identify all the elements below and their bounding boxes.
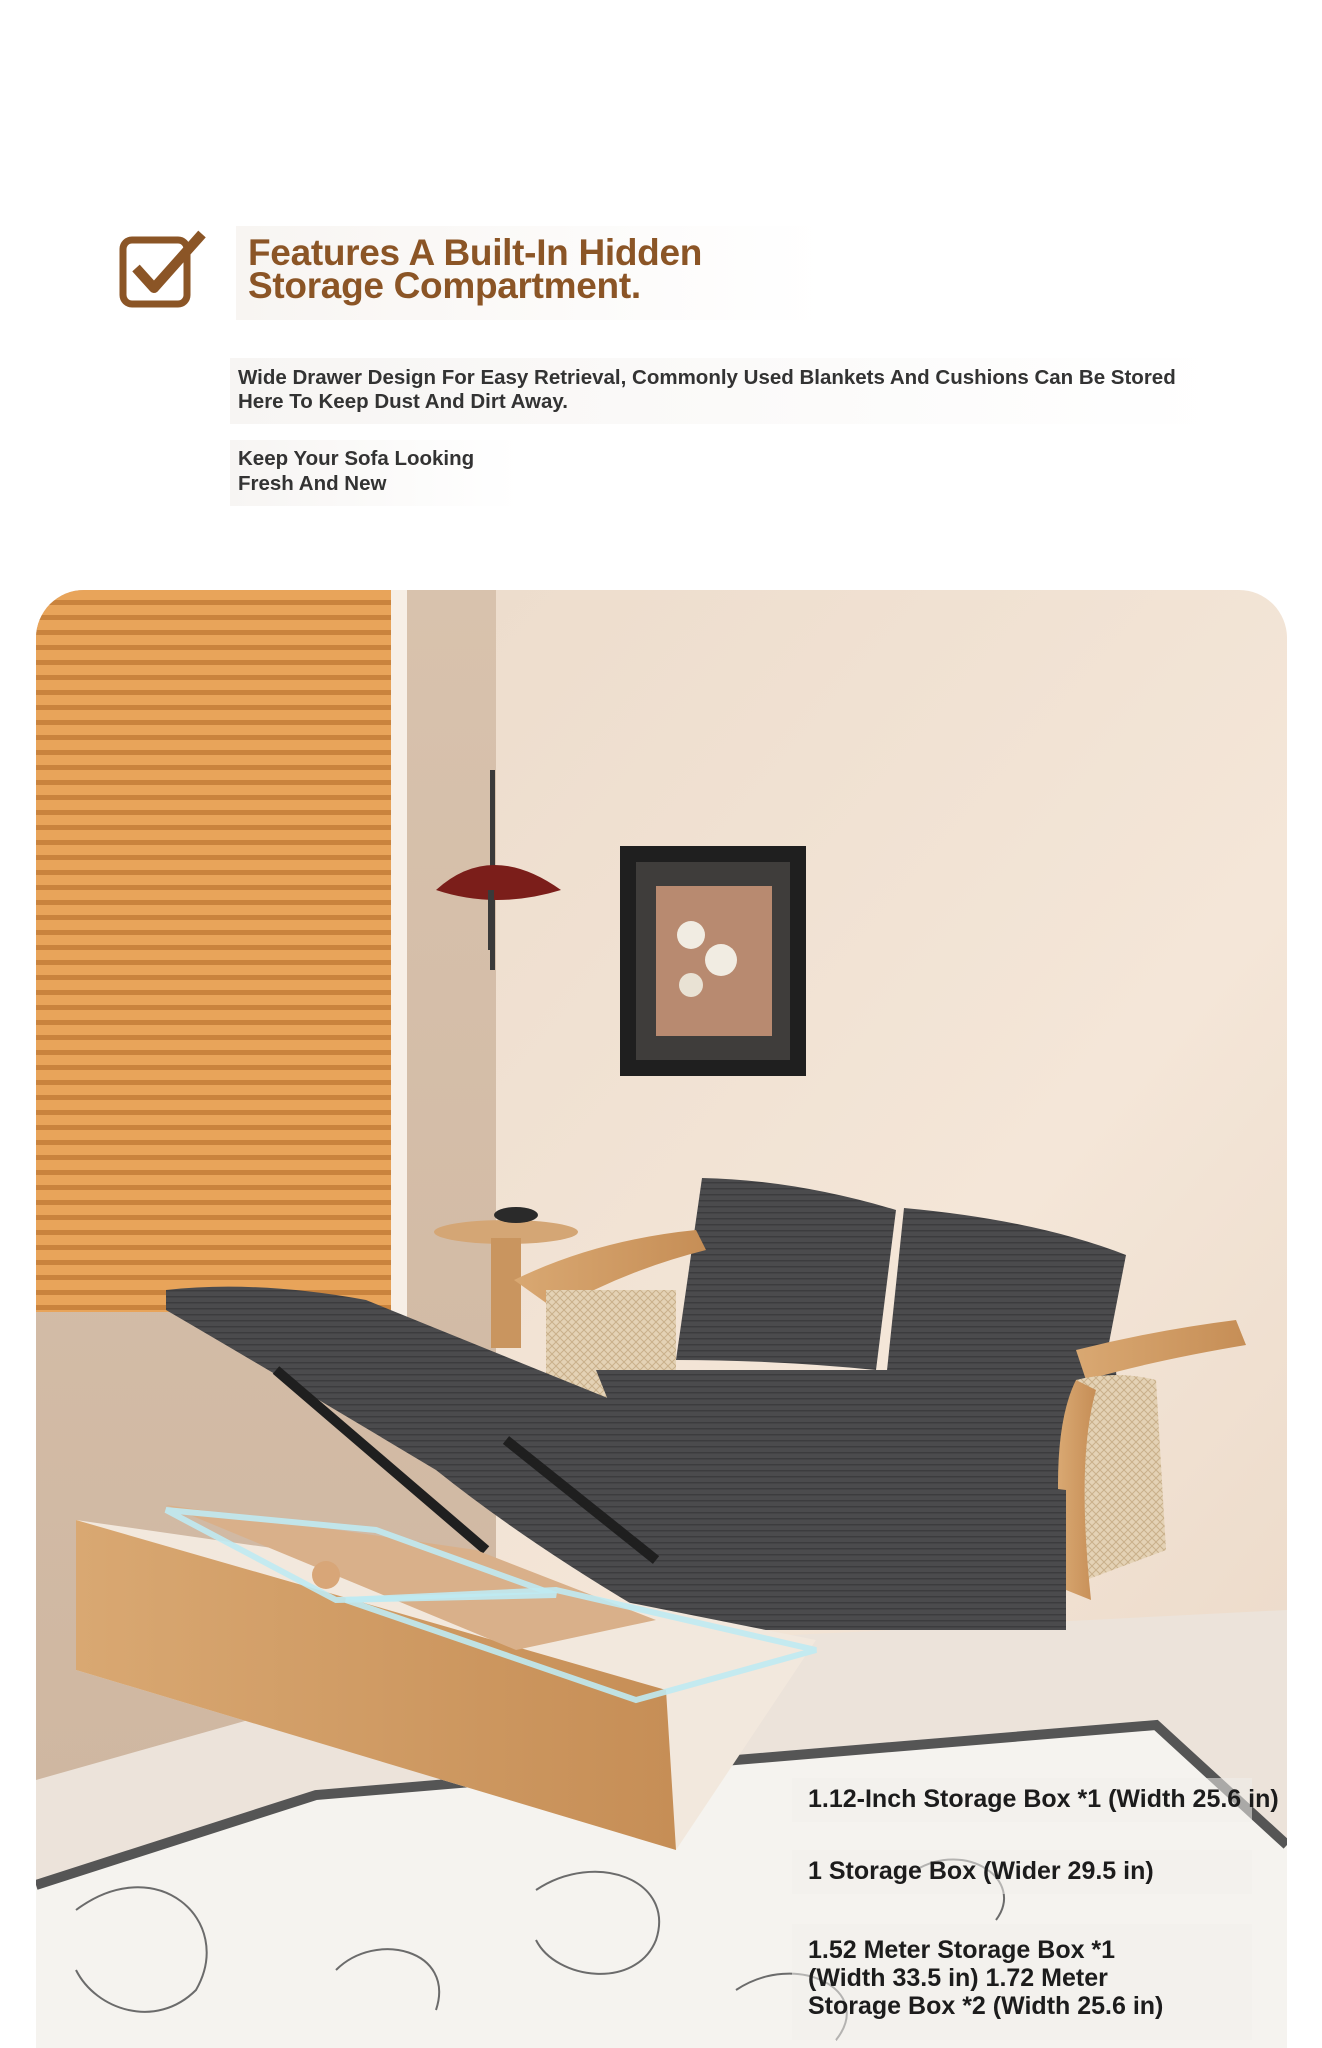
product-photo — [36, 590, 1287, 2048]
page-title: Features A Built-In Hidden Storage Compartment. — [248, 232, 703, 306]
feature-tagline: Keep Your Sofa Looking Fresh And New — [238, 447, 475, 495]
spec-item-3: 1.52 Meter Storage Box *1 (Width 33.5 in) 1.72 Meter Storage Box *2 (Width 25.6 in) — [808, 1936, 1164, 2020]
spec-item-2: 1 Storage Box (Wider 29.5 in) — [808, 1857, 1154, 1885]
spec-item-1: 1.12-Inch Storage Box *1 (Width 25.6 in) — [808, 1785, 1279, 1813]
feature-description: Wide Drawer Design For Easy Retrieval, Commonly Used Blankets And Cushions Can Be Stored Here To Keep Dust And Dirt Away. — [238, 366, 1176, 413]
checkbox-check-icon — [118, 228, 206, 308]
